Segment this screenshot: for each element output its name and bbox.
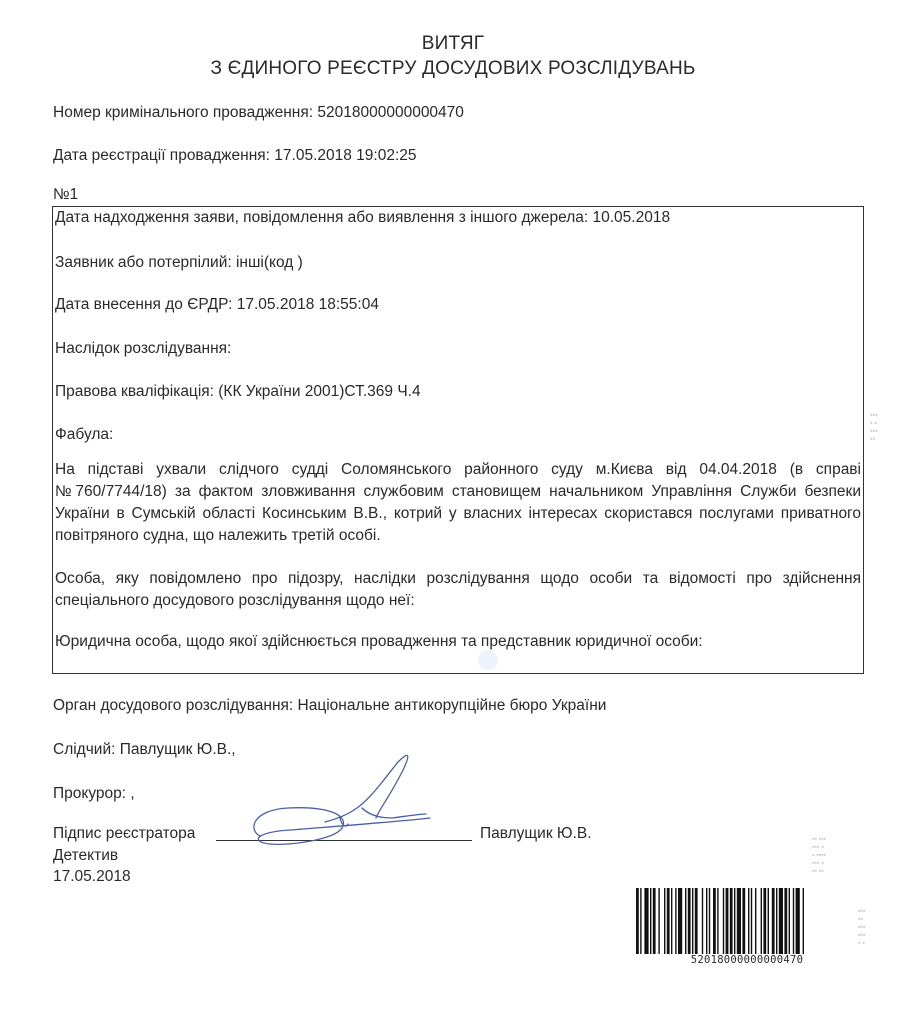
barcode-bar [692, 888, 693, 954]
investigation-outcome: Наслідок розслідування: [55, 340, 232, 357]
signer-name: Павлущик Ю.В. [480, 825, 592, 842]
barcode-bar [658, 888, 659, 954]
barcode-bar [726, 888, 729, 954]
document-subtitle: З ЄДИНОГО РЕЄСТРУ ДОСУДОВИХ РОЗСЛІДУВАНЬ [210, 58, 696, 79]
barcode-bar [737, 888, 741, 954]
barcode-bar [675, 888, 676, 954]
barcode-bar [709, 888, 710, 954]
entry-box [52, 206, 864, 674]
signature-label: Підпис реєстратора [53, 825, 196, 842]
barcode-bar [803, 888, 804, 954]
applicant: Заявник або потерпілий: інші(код ) [55, 254, 303, 271]
barcode-bar [730, 888, 733, 954]
registration-date: Дата реєстрації провадження: 17.05.2018 19:02:25 [53, 147, 417, 164]
barcode-bar [742, 888, 745, 954]
barcode-bar [748, 888, 749, 954]
plot-text: На підставі ухвали слідчого судді Соломянського районного суду м.Києва від 04.04.2018 (в справі №760/7744/18) за фактом зловживання службовим становищем начальником Управління Служби безпеки України в Сумській області Косинським В.В., котрий у власних інтересах скористався послугами приватного повітряного судна, що належить третій особі. [55, 461, 861, 544]
scan-artifact: ▪▪ ▪▪▪ ▪▪▪ ▪ ▪ ▪▪▪▪ ▪▪▪ ▪ ▪▪ ▪▪ [812, 836, 827, 875]
prosecutor: Прокурор: , [53, 785, 135, 802]
barcode-bar [734, 888, 735, 954]
barcode-bar [717, 888, 718, 954]
barcode-bar [667, 888, 670, 954]
barcode-bar [776, 888, 777, 954]
barcode-bar [768, 888, 769, 954]
barcode-bar [796, 888, 800, 954]
barcode-bar [772, 888, 775, 954]
barcode-bar [688, 888, 691, 954]
signer-role: Детектив [53, 847, 119, 864]
legal-qualification: Правова кваліфікація: (КК України 2001)СТ.369 Ч.4 [55, 383, 421, 400]
barcode-bar [640, 888, 641, 954]
suspect-info: Особа, яку повідомлено про підозру, наслідки розслідування щодо особи та відомості про здійснення спеціального досудового розслідування щодо неї: [55, 570, 861, 609]
barcode-bar [763, 888, 766, 954]
barcode-bar [779, 888, 783, 954]
barcode-bar [793, 888, 794, 954]
barcode-bar [713, 888, 716, 954]
barcode-bar [706, 888, 707, 954]
barcode-bar [636, 888, 639, 954]
barcode-bar [685, 888, 686, 954]
investigator: Слідчий: Павлущик Ю.В., [53, 741, 236, 758]
investigation-agency: Орган досудового розслідування: Національне антикорупційне бюро України [53, 697, 607, 714]
receipt-date: Дата надходження заяви, повідомлення або виявлення з іншого джерела: 10.05.2018 [55, 209, 671, 226]
barcode [636, 888, 858, 954]
barcode-number: 52018000000000470 [690, 954, 804, 966]
legal-entity-info: Юридична особа, щодо якої здійснюється провадження та представник юридичної особи: [55, 633, 703, 650]
barcode-bar [723, 888, 724, 954]
barcode-bar [653, 888, 656, 954]
barcode-bar [678, 888, 682, 954]
erdr-date: Дата внесення до ЄРДР: 17.05.2018 18:55:04 [55, 296, 379, 313]
plot-label: Фабула: [55, 426, 114, 443]
handwritten-signature [230, 748, 460, 868]
barcode-bar [761, 888, 762, 954]
signature-date: 17.05.2018 [53, 868, 131, 885]
document-title: ВИТЯГ [421, 33, 485, 54]
info-dot [478, 650, 498, 670]
barcode-bar [702, 888, 703, 954]
barcode-bar [644, 888, 648, 954]
barcode-bar [789, 888, 790, 954]
entry-label: №1 [53, 186, 79, 203]
barcode-bar [671, 888, 672, 954]
scan-artifact: ▪▪▪ ▪ ▪ ▪▪▪ ▪▪ [870, 412, 878, 443]
case-number: Номер кримінального провадження: 52018000000000470 [53, 104, 464, 121]
barcode-bar [695, 888, 698, 954]
barcode-bar [664, 888, 665, 954]
barcode-bar [650, 888, 651, 954]
barcode-bar [784, 888, 787, 954]
barcode-bar [755, 888, 756, 954]
barcode-bar [751, 888, 752, 954]
scan-artifact: ▪▪▪ ▪▪ ▪▪▪ ▪▪▪ ▪ ▪ [858, 908, 866, 947]
